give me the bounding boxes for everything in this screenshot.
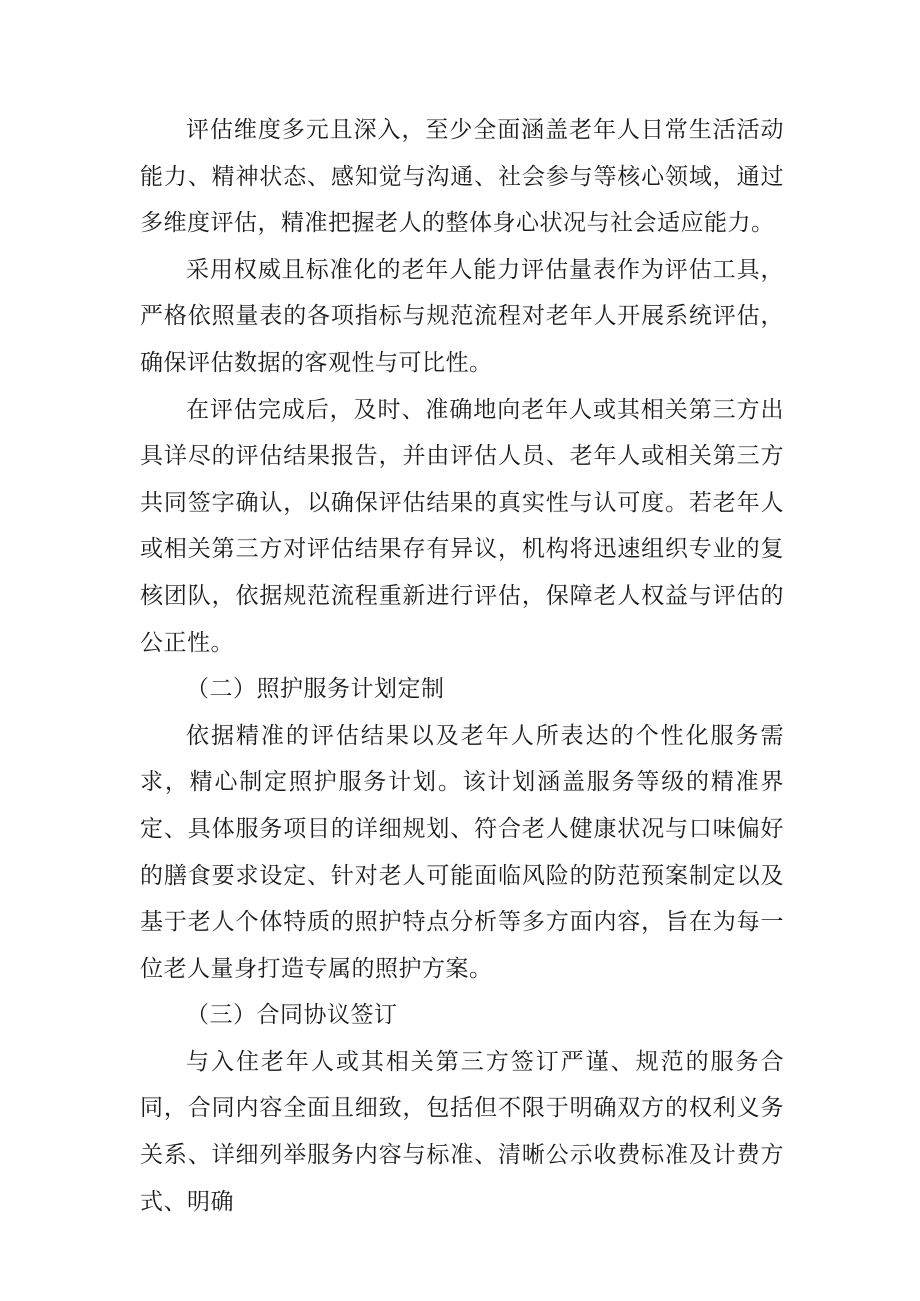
paragraph-contract: 与入住老年人或其相关第三方签订严谨、规范的服务合同，合同内容全面且细致，包括但不限于明确双方的权利义务关系、详细列举服务内容与标准、清晰公示收费标准及计费方式、明确 [140,1048,784,1215]
paragraph-assessment-report: 在评估完成后，及时、准确地向老年人或其相关第三方出具详尽的评估结果报告，并由评估人员、老年人或相关第三方共同签字确认，以确保评估结果的真实性与认可度。若老年人或相关第三方对评估结果存有异议，机构将迅速组织专业的复核团队，依据规范流程重新进行评估，保障老人权益与评估的公正性。 [140,396,784,656]
document-body [140,107,784,1225]
section-heading-contract: （三）合同协议签订 [186,1002,398,1029]
paragraph-care-plan: 依据精准的评估结果以及老年人所表达的个性化服务需求，精心制定照护服务计划。该计划涵盖服务等级的精准界定、具体服务项目的详细规划、符合老人健康状况与口味偏好的膳食要求设定、针对老人可能面临风险的防范预案制定以及基于老人个体特质的照护特点分析等多方面内容，旨在为每一位老人量身打造专属的照护方案。 [140,722,784,982]
paragraph-assessment-dimensions: 评估维度多元且深入，至少全面涵盖老年人日常生活活动能力、精神状态、感知觉与沟通、社会参与等核心领域，通过多维度评估，精准把握老人的整体身心状况与社会适应能力。 [140,117,784,237]
paragraph-assessment-tools: 采用权威且标准化的老年人能力评估量表作为评估工具，严格依照量表的各项指标与规范流程对老年人开展系统评估，确保评估数据的客观性与可比性。 [140,256,784,376]
section-heading-care-plan: （二）照护服务计划定制 [186,676,445,703]
